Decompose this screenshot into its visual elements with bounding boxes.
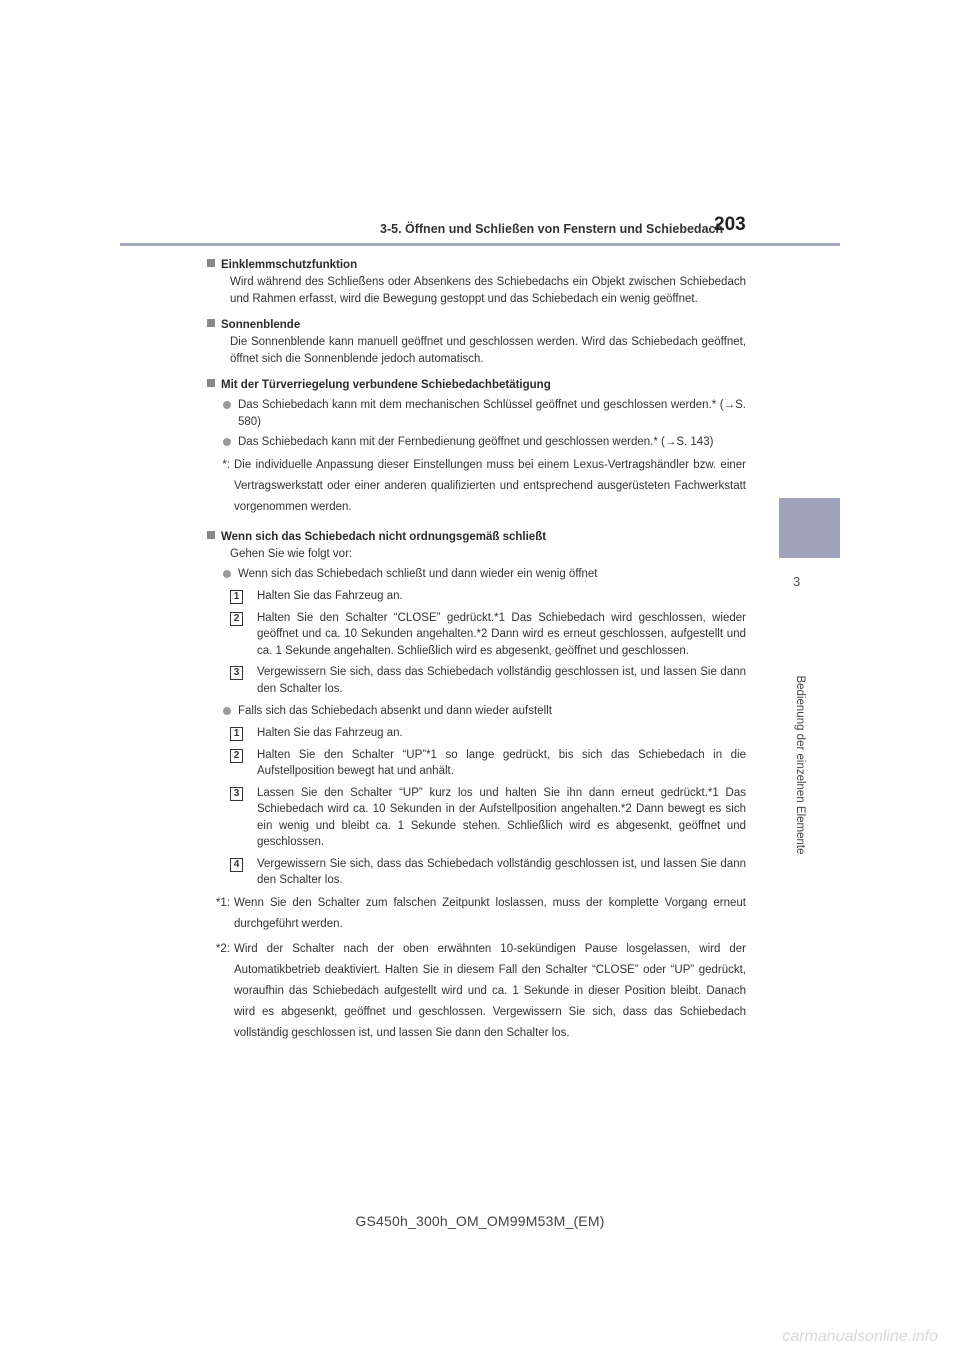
step-item: 3 Vergewissern Sie sich, dass das Schiebedach vollständig geschlossen ist, und lassen Sie dann den Schalter los.	[230, 664, 746, 697]
page-content	[207, 256, 746, 1044]
step-item: 2 Halten Sie den Schalter “CLOSE” gedrückt.*1 Das Schiebedach wird geschlossen, wieder geöffnet und ca. 10 Sekunden angehalten.*2 Dann wird es erneut geschlossen, aufgestellt und ca. 1 Sekunde angehalten. Schließlich wird es abgesenkt, geöffnet und geschlossen.	[230, 610, 746, 660]
chapter-tab-label: Bedienung der einzelnen Elemente	[794, 675, 806, 855]
bullet-dot-icon	[223, 707, 231, 715]
list-item: Das Schiebedach kann mit der Fernbedienung geöffnet und geschlossen werden.* (→S. 143)	[223, 434, 746, 451]
chapter-tab-number: 3	[793, 574, 801, 589]
footnote: *: Die individuelle Anpassung dieser Einstellungen muss bei einem Lexus-Vertragshändler bzw. einer Vertragswerkstatt oder einer anderen qualifizierten und entsprechend ausgerüsteten Fachwerkstatt vorgenommen werden.	[222, 459, 746, 513]
list-item: Das Schiebedach kann mit dem mechanischen Schlüssel geöffnet und geschlossen werden.* (→S. 580)	[223, 397, 746, 431]
section-heading: Mit der Türverriegelung verbundene Schiebedachbetätigung	[207, 376, 746, 394]
bullet-dot-icon	[223, 570, 231, 578]
bullet-dot-icon	[223, 438, 231, 446]
square-bullet-icon	[207, 259, 215, 267]
watermark: carmanualsonline.info	[782, 1328, 938, 1345]
square-bullet-icon	[207, 379, 215, 387]
square-bullet-icon	[207, 319, 215, 327]
step-list	[230, 725, 746, 889]
page-number: 203	[714, 214, 746, 235]
footnote: *1: Wenn Sie den Schalter zum falschen Zeitpunkt loslassen, muss der komplette Vorgang erneut durchgeführt werden.	[215, 896, 746, 930]
case-title: Wenn sich das Schiebedach schließt und dann wieder ein wenig öffnet	[223, 566, 746, 583]
square-bullet-icon	[207, 531, 215, 539]
section-heading: Sonnenblende	[207, 316, 746, 334]
step-item: 1 Halten Sie das Fahrzeug an.	[230, 588, 746, 605]
document-code: GS450h_300h_OM_OM99M53M_(EM)	[355, 1213, 605, 1229]
step-item: 4 Vergewissern Sie sich, dass das Schiebedach vollständig geschlossen ist, und lassen Sie dann den Schalter los.	[230, 856, 746, 889]
case-title: Falls sich das Schiebedach absenkt und dann wieder aufstellt	[223, 703, 746, 720]
step-item: 2 Halten Sie den Schalter “UP”*1 so lange gedrückt, bis sich das Schiebedach in die Aufstellposition bewegt hat und anhält.	[230, 747, 746, 780]
chapter-tab	[779, 498, 840, 558]
section-text: Wird während des Schließens oder Absenkens des Schiebedachs ein Objekt zwischen Schiebedach und Rahmen erfasst, wird die Bewegung gestoppt und das Schiebedach ein wenig geöffnet.	[230, 276, 746, 305]
bullet-dot-icon	[223, 401, 231, 409]
step-item: 1 Halten Sie das Fahrzeug an.	[230, 725, 746, 742]
header-rule	[120, 243, 840, 246]
section-heading: Wenn sich das Schiebedach nicht ordnungsgemäß schließt	[207, 528, 746, 546]
section-text: Die Sonnenblende kann manuell geöffnet und geschlossen werden. Wird das Schiebedach geöffnet, öffnet sich die Sonnenblende jedoch automatisch.	[230, 336, 746, 365]
chapter-title: 3-5. Öffnen und Schließen von Fenstern und Schiebedach	[380, 222, 724, 236]
section-intro: Gehen Sie wie folgt vor:	[230, 548, 353, 560]
footnote: *2: Wird der Schalter nach der oben erwähnten 10-sekündigen Pause losgelassen, wird der Automatikbetrieb deaktiviert. Halten Sie in diesem Fall den Schalter “CLOSE” oder “UP” gedrückt, woraufhin das Schiebedach aufgestellt wird und ca. 1 Sekunde in dieser Position bleibt. Danach wird es abgesenkt, geöffnet und geschlossen. Vergewissern Sie sich, dass das Schiebedach vollständig geschlossen ist, und lassen Sie dann den Schalter los.	[215, 942, 746, 1039]
step-item: 3 Lassen Sie den Schalter “UP” kurz los und halten Sie ihn dann erneut gedrückt.*1 Das Schiebedach wird ca. 10 Sekunden in der Aufstellposition angehalten.*2 Dann bewegt es sich ein wenig und bleibt ca. 1 Sekunde stehen. Schließlich wird es abgesenkt, geöffnet und geschlossen.	[230, 785, 746, 851]
section-heading: Einklemmschutzfunktion	[207, 256, 746, 274]
step-list	[230, 588, 746, 697]
